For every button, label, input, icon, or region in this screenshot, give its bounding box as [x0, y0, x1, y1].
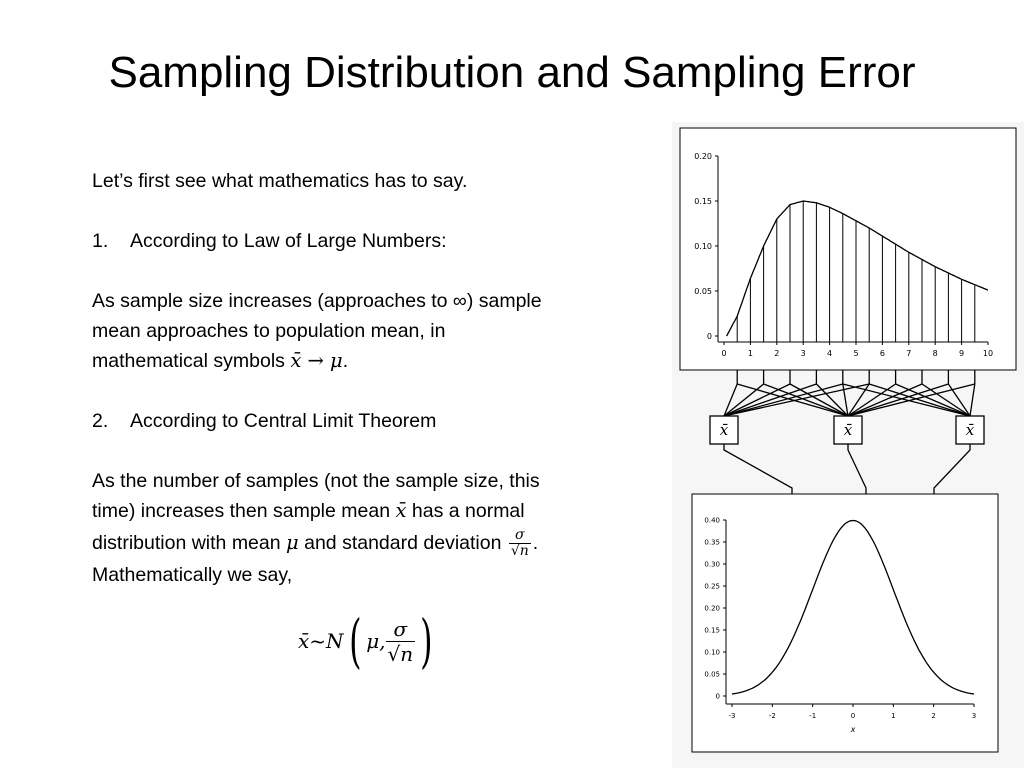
population-x-tick-label: 1 — [747, 349, 753, 358]
normal-y-tick-label: 0.25 — [704, 582, 720, 591]
list-text-2: According to Central Limit Theorem — [130, 410, 437, 432]
list-text-1: According to Law of Large Numbers: — [130, 230, 447, 252]
clt-formula — [298, 604, 438, 678]
list-number-2: 2. — [92, 410, 109, 432]
clt-line-2 — [92, 496, 652, 526]
clt-mu: μ — [286, 531, 299, 554]
slide-body — [92, 166, 652, 590]
clt-line-2-suffix: has a normal — [406, 500, 525, 522]
clt-line-1: As the number of samples (not the sample size, this — [92, 470, 540, 492]
lln-line-1: As sample size increases (approaches to ∞) sample — [92, 290, 542, 312]
frac-numerator: σ — [509, 528, 531, 544]
clt-line-2-prefix: time) increases then sample mean — [92, 500, 396, 522]
population-x-tick-label: 9 — [959, 349, 965, 358]
sigma-over-root-n — [509, 528, 531, 559]
list-number-1: 1. — [92, 230, 109, 252]
population-y-tick-label: 0.10 — [694, 242, 712, 251]
population-x-tick-label: 0 — [721, 349, 727, 358]
normal-y-tick-label: 0.05 — [704, 670, 720, 679]
lln-period: . — [342, 350, 349, 372]
right-paren: ) — [420, 607, 433, 675]
clt-period: . — [532, 532, 539, 554]
sample-mean-label: x̄ — [965, 421, 975, 439]
normal-x-tick-label: 3 — [971, 712, 977, 720]
normal-x-tick-label: 0 — [850, 712, 856, 720]
population-chart-frame — [680, 128, 1016, 370]
population-x-tick-label: 2 — [774, 349, 780, 358]
population-y-tick-label: 0.20 — [694, 152, 712, 161]
lln-line-3 — [92, 346, 652, 376]
normal-x-tick-label: 2 — [931, 712, 936, 720]
normal-y-tick-label: 0.20 — [704, 604, 720, 613]
population-y-tick-label: 0 — [706, 332, 712, 341]
clt-line-3-prefix: distribution with mean — [92, 532, 287, 554]
sample-mean-label: x̄ — [843, 421, 853, 439]
normal-x-tick-label: -2 — [768, 712, 776, 720]
clt-line-4: Mathematically we say, — [92, 564, 293, 586]
normal-y-tick-label: 0 — [715, 692, 720, 701]
normal-x-tick-label: -3 — [728, 712, 736, 720]
slide-title: Sampling Distribution and Sampling Error — [108, 48, 916, 97]
population-x-tick-label: 7 — [906, 349, 912, 358]
formula-denominator: √n — [387, 641, 414, 666]
lln-line-3-text: mathematical symbols — [92, 350, 291, 372]
normal-y-tick-label: 0.35 — [704, 538, 720, 547]
normal-y-tick-label: 0.10 — [704, 648, 720, 657]
formula-lhs: x̄~N — [298, 629, 344, 653]
clt-line-3 — [92, 526, 652, 560]
normal-x-tick-label: -1 — [809, 712, 817, 720]
normal-x-tick-label: 1 — [891, 712, 896, 720]
normal-y-tick-label: 0.15 — [704, 626, 720, 635]
list-item-1 — [92, 226, 652, 256]
left-paren: ( — [348, 607, 362, 675]
normal-chart-xlabel: x — [850, 725, 856, 734]
population-x-tick-label: 3 — [800, 349, 806, 358]
population-x-tick-label: 4 — [827, 349, 833, 358]
lln-line-2: mean approaches to population mean, in — [92, 320, 446, 342]
lln-math: x̄ → μ — [290, 349, 343, 372]
formula-mu: μ, — [366, 629, 386, 653]
population-x-tick-label: 6 — [879, 349, 885, 358]
clt-xbar: x̄ — [395, 499, 407, 522]
normal-y-tick-label: 0.40 — [704, 516, 720, 525]
sampling-figure — [672, 122, 1024, 768]
population-x-tick-label: 10 — [982, 349, 994, 358]
population-y-tick-label: 0.15 — [694, 197, 712, 206]
formula-fraction — [386, 617, 416, 666]
population-x-tick-label: 8 — [932, 349, 938, 358]
frac-denominator: √n — [510, 543, 529, 560]
population-y-tick-label: 0.05 — [694, 287, 712, 296]
intro-text: Let’s first see what mathematics has to say. — [92, 170, 468, 192]
normal-y-tick-label: 0.30 — [704, 560, 720, 569]
normal-chart-frame — [692, 494, 998, 752]
sample-mean-label: x̄ — [719, 421, 729, 439]
formula-numerator: σ — [386, 617, 416, 642]
list-item-2 — [92, 406, 652, 436]
clt-line-3-mid: and standard deviation — [298, 532, 507, 554]
population-x-tick-label: 5 — [853, 349, 859, 358]
